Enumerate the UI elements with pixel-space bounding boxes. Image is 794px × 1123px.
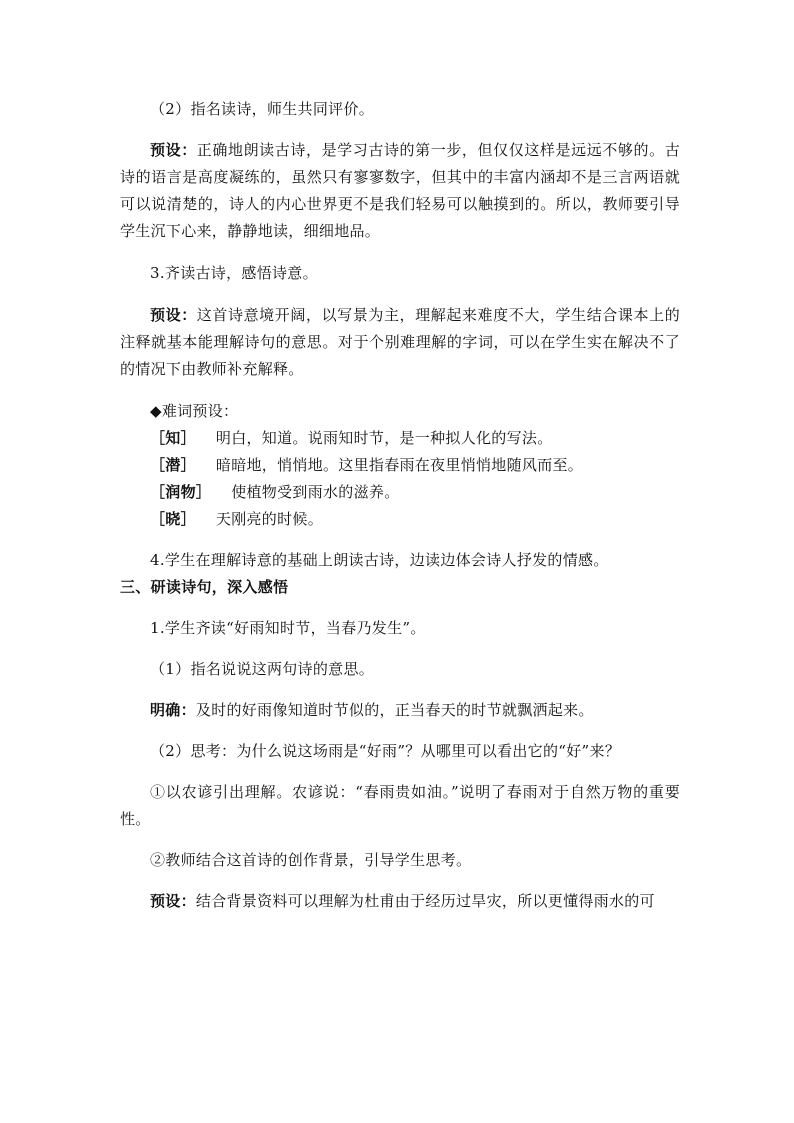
preset-label: 预设： [150,306,197,324]
term-definition: 暗暗地，悄悄地。这里指春雨在夜里悄悄地随风而至。 [215,456,584,474]
paragraph-read-evaluate: （2）指名读诗，师生共同评价。 [150,100,375,118]
paragraph-preset-meaning [120,302,680,383]
term-label: ［晓］ [150,510,196,528]
paragraph-proverb: ①以农谚引出理解。农谚说：“春雨贵如油。”说明了春雨对于自然万物的重要性。 [120,783,680,828]
term-item-zhi [120,425,680,452]
paragraph-clarify [120,697,680,724]
paragraph-preset-reading [120,137,680,245]
section-heading-3: 三、研读诗句，深入感悟 [120,578,289,596]
paragraph-read-lines: 1.学生齐读“好雨知时节，当春乃发生”。 [150,619,426,637]
term-label: ［潜］ [150,456,196,474]
preset-label: 预设： [150,141,197,159]
term-item-runwu [120,479,680,506]
term-label: ［润物］ [150,483,212,501]
term-definition: 使植物受到雨水的滋养。 [231,483,400,501]
term-item-qian [120,452,680,479]
term-item-xiao [120,506,680,533]
paragraph-think: （2）思考：为什么说这场雨是“好雨”？从哪里可以看出它的“好”来？ [150,742,621,760]
paragraph-difficult-words: ◆难词预设： [150,402,239,420]
document-content [120,96,680,915]
paragraph-explain-lines: （1）指名说说这两句诗的意思。 [150,660,375,678]
term-definition: 明白，知道。说雨知时节，是一种拟人化的写法。 [215,429,553,447]
term-definition: 天刚亮的时候。 [215,510,324,528]
preset-text: 结合背景资料可以理解为杜甫由于经历过旱灾，所以更懂得雨水的可 [195,892,655,910]
paragraph-read-emotion: 4.学生在理解诗意的基础上朗读古诗，边读边体会诗人抒发的情感。 [150,551,609,569]
paragraph-background: ②教师结合这首诗的创作背景，引导学生思考。 [150,851,472,869]
preset-text: 正确地朗读古诗，是学习古诗的第一步，但仅仅这样是远远不够的。古诗的语言是高度凝练的，虽然只有寥寥数字，但其中的丰富内涵却不是三言两语就可以说清楚的，诗人的内心世界更不是我们轻易可以触摸到的。所以，教师要引导学生沉下心来，静静地读，细细地品。 [120,141,680,240]
term-label: ［知］ [150,429,196,447]
preset-label: 预设： [150,892,196,910]
clarify-label: 明确： [150,701,196,719]
clarify-text: 及时的好雨像知道时节似的，正当春天的时节就飘洒起来。 [195,701,594,719]
paragraph-read-together: 3.齐读古诗，感悟诗意。 [150,264,318,282]
preset-text: 这首诗意境开阔，以写景为主，理解起来难度不大，学生结合课本上的注释就基本能理解诗句的意思。对于个别难理解的字词，可以在学生实在解决不了的情况下由教师补充解释。 [120,306,680,378]
paragraph-preset-background [120,888,680,915]
